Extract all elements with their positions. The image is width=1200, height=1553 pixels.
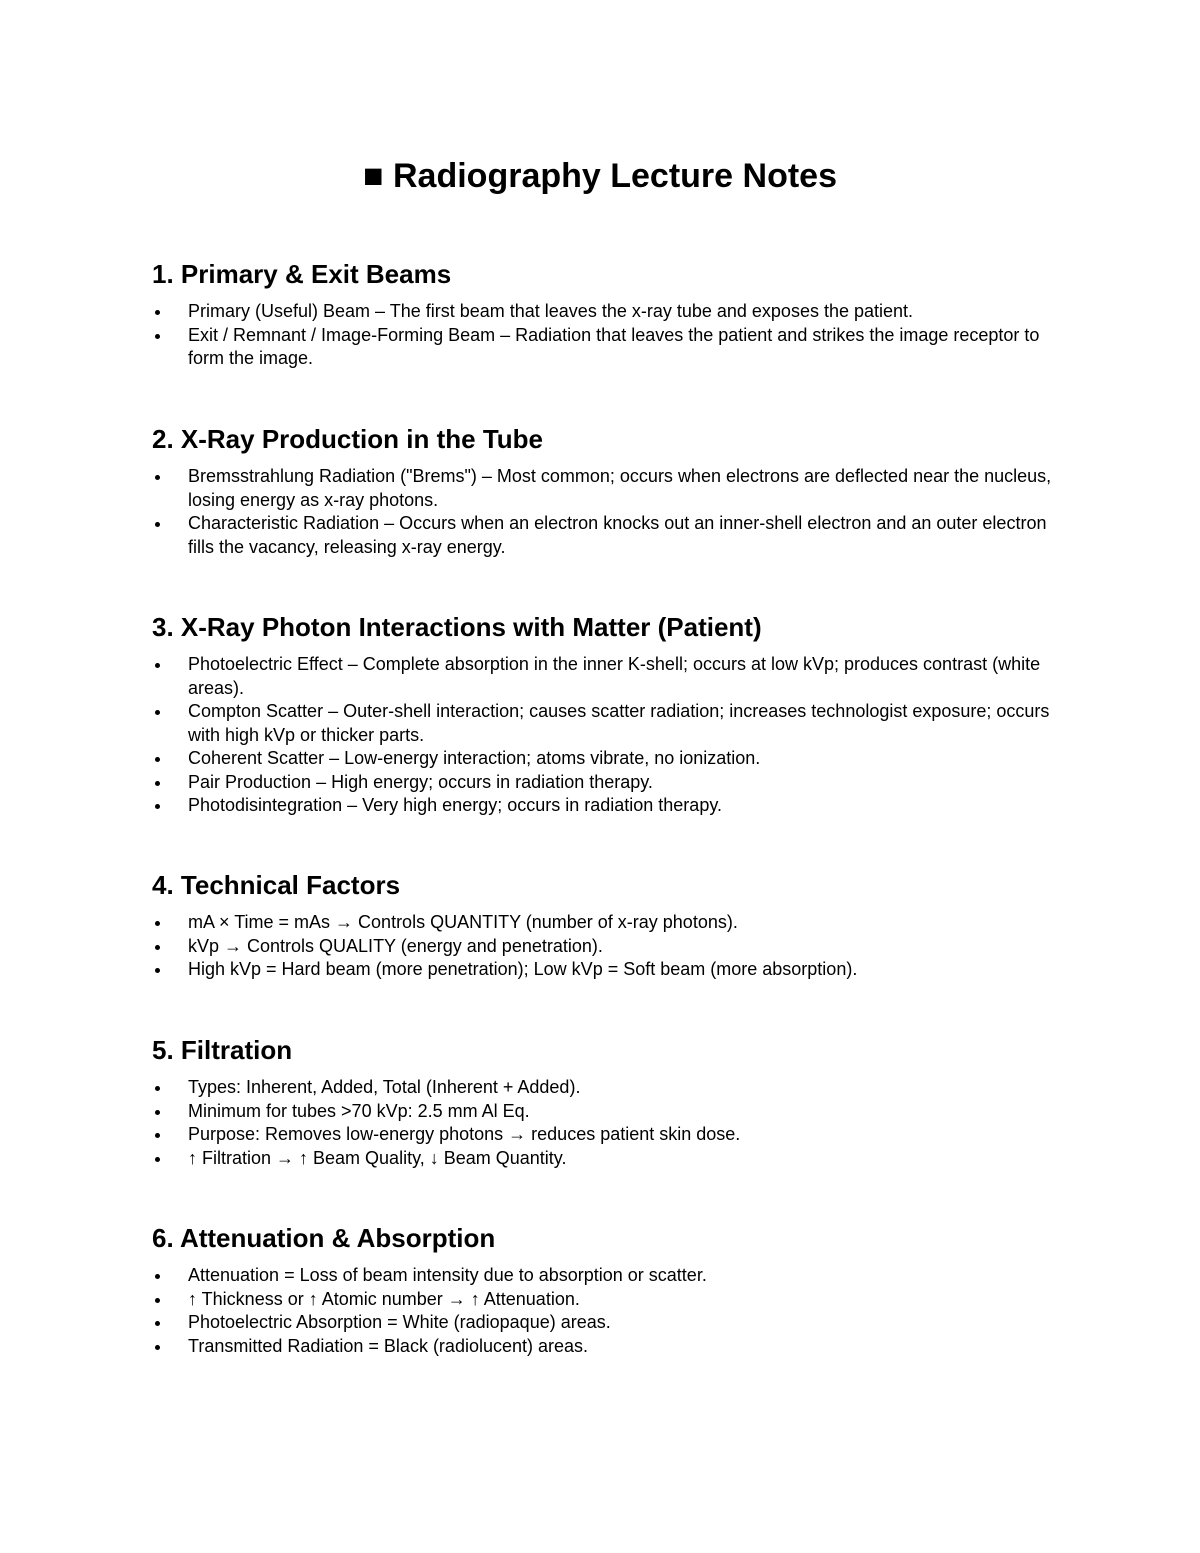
list-item: Primary (Useful) Beam – The first beam that leaves the x-ray tube and exposes the patient. — [152, 300, 1062, 324]
section-filtration — [152, 1032, 1062, 1170]
section-primary-exit-beams — [152, 256, 1062, 371]
section-heading: 1. Primary & Exit Beams — [152, 259, 452, 289]
list-item: Pair Production – High energy; occurs in radiation therapy. — [152, 771, 1062, 795]
document-title: ■ Radiography Lecture Notes — [363, 157, 837, 195]
list-item: ↑ Filtration → ↑ Beam Quality, ↓ Beam Quantity. — [152, 1147, 1062, 1171]
section-technical-factors — [152, 867, 1062, 982]
section-heading: 3. X-Ray Photon Interactions with Matter (Patient) — [152, 612, 762, 642]
list-item: Purpose: Removes low-energy photons → reduces patient skin dose. — [152, 1123, 1062, 1147]
list-item: Photodisintegration – Very high energy; occurs in radiation therapy. — [152, 794, 1062, 818]
list-item: kVp → Controls QUALITY (energy and penetration). — [152, 935, 1062, 959]
list-item: Exit / Remnant / Image-Forming Beam – Radiation that leaves the patient and strikes the image receptor to form the image. — [152, 324, 1062, 371]
bullet-list — [152, 653, 1062, 818]
list-item: Coherent Scatter – Low-energy interaction; atoms vibrate, no ionization. — [152, 747, 1062, 771]
bullet-list — [152, 911, 1062, 982]
section-x-ray-production — [152, 421, 1062, 559]
section-heading: 5. Filtration — [152, 1035, 293, 1065]
section-heading: 4. Technical Factors — [152, 870, 401, 900]
list-item: mA × Time = mAs → Controls QUANTITY (number of x-ray photons). — [152, 911, 1062, 935]
bullet-list — [152, 300, 1062, 371]
list-item: Compton Scatter – Outer-shell interaction; causes scatter radiation; increases technologist exposure; occurs with high kVp or thicker parts. — [152, 700, 1062, 747]
bullet-list — [152, 1264, 1062, 1358]
list-item: Attenuation = Loss of beam intensity due to absorption or scatter. — [152, 1264, 1062, 1288]
list-item: Photoelectric Effect – Complete absorption in the inner K-shell; occurs at low kVp; produces contrast (white areas). — [152, 653, 1062, 700]
list-item: Photoelectric Absorption = White (radiopaque) areas. — [152, 1311, 1062, 1335]
section-heading: 2. X-Ray Production in the Tube — [152, 424, 543, 454]
bullet-list — [152, 465, 1062, 559]
bullet-list — [152, 1076, 1062, 1170]
list-item: ↑ Thickness or ↑ Atomic number → ↑ Attenuation. — [152, 1288, 1062, 1312]
list-item: Characteristic Radiation – Occurs when an electron knocks out an inner-shell electron and an outer electron fills the vacancy, releasing x-ray energy. — [152, 512, 1062, 559]
list-item: Minimum for tubes >70 kVp: 2.5 mm Al Eq. — [152, 1100, 1062, 1124]
section-photon-interactions — [152, 609, 1062, 818]
list-item: Types: Inherent, Added, Total (Inherent + Added). — [152, 1076, 1062, 1100]
section-attenuation-absorption — [152, 1220, 1062, 1358]
list-item: High kVp = Hard beam (more penetration); Low kVp = Soft beam (more absorption). — [152, 958, 1062, 982]
list-item: Transmitted Radiation = Black (radiolucent) areas. — [152, 1335, 1062, 1359]
section-heading: 6. Attenuation & Absorption — [152, 1223, 496, 1253]
list-item: Bremsstrahlung Radiation ("Brems") – Most common; occurs when electrons are deflected near the nucleus, losing energy as x-ray photons. — [152, 465, 1062, 512]
